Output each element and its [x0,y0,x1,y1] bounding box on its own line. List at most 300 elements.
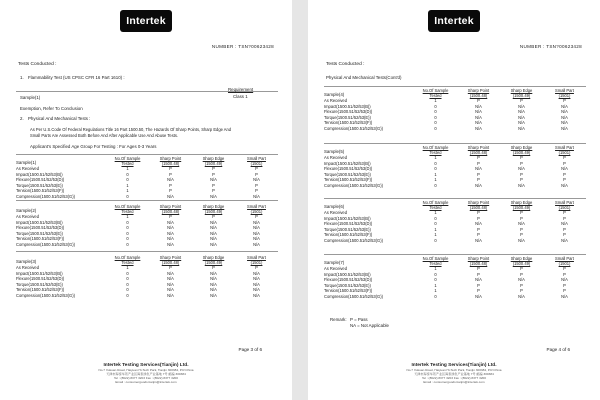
result-cell: P [563,226,566,232]
footer-address: No.7 Xukuan Road, Haiyuan Hi-Tech Park, Tianjin 300384, P.R.China [406,368,502,372]
column-header: Sharp Point (1500.48) [159,156,182,166]
result-cell: N/A [253,225,260,231]
report-number: NUMBER : TSN?00623428 [211,44,274,49]
result-cell: 0 [126,193,129,199]
result-cell: 0 [434,114,437,120]
sample-1-table [16,155,278,200]
physical-tests-description-line1: As Per U.S.Code Of Federal Regulations Title 16 Part 1500.50, The Hazards Of Sharp Points, Sharp Edge And [30,127,232,132]
result-cell: N/A [561,120,568,126]
table-row [324,238,586,244]
result-cell: N/A [475,109,482,115]
result-cell: N/A [167,177,174,183]
test-label: Compression(1500.51/52/53(G)) [324,125,383,131]
test-label: Torque(1500.51/52/53(E)) [16,182,63,188]
result-cell: N/A [518,293,525,299]
result-cell: P [520,288,523,294]
test-label: Flexure(1500.51/52/53(D)) [324,109,373,115]
result-cell: 0 [434,160,437,166]
table-row [324,126,586,132]
result-cell: P [477,98,480,103]
tests-conducted-heading: Tests Conducted : [18,62,57,67]
result-cell: 1 [434,98,437,103]
column-header: Sharp Edge (1500.49) [510,200,533,210]
result-cell: N/A [210,219,217,225]
result-cell: 0 [126,270,129,276]
result-cell: 0 [434,166,437,172]
result-cell: P [255,182,258,188]
result-cell: 0 [126,281,129,287]
result-cell: N/A [475,277,482,283]
test-label: Impact(1500.51/52/53(B)) [324,160,371,166]
report-page-4 [308,0,600,400]
sample-name: Sample(3) [16,259,37,265]
result-cell: P [563,266,566,271]
result-cell: 0 [126,230,129,236]
result-cell: P [477,155,480,160]
result-cell: P [563,271,566,277]
result-cell: 0 [126,276,129,282]
footer-email: Email : consumergoods.tianjin@intertek.com [115,380,177,384]
test-label: Flexure(1500.51/52/53(D)) [324,277,373,283]
result-cell: P [169,214,172,219]
column-header: Small Part (1501) [247,204,266,214]
divider [16,200,278,201]
result-cell: 0 [434,109,437,115]
test-label: Tension(1500.51/52/53(F)) [16,236,65,242]
footer-address-cn: 天津市海泰华苑产业区海泰绿色产业基地 7号 邮编 300384 [106,372,186,376]
column-header: Small Part (1501) [555,145,574,155]
test-label: Impact(1500.51/52/53(B)) [16,270,63,276]
sample-name: Sample(5) [324,149,345,155]
result-cell: N/A [475,114,482,120]
result-cell: P [477,271,480,277]
result-cell: N/A [561,114,568,120]
result-cell: P [212,265,215,270]
result-cell: P [520,271,523,277]
result-cell: 0 [434,271,437,277]
result-cell: N/A [561,166,568,172]
result-cell: 0 [434,125,437,131]
result-cell: N/A [253,292,260,298]
intertek-logo: Intertek [428,10,480,32]
test-label: Compression(1500.51/52/53(G)) [324,293,383,299]
result-cell: N/A [253,270,260,276]
column-header: Small Part (1501) [555,200,574,210]
result-cell: 1 [126,214,129,219]
report-page-3 [0,0,292,400]
result-cell: N/A [210,225,217,231]
test-label: Tension(1500.51/52/53(F)) [324,232,373,238]
result-cell: 1 [434,155,437,160]
item-number: 2. [20,116,24,121]
table-header-row [16,254,278,265]
result-cell: 1 [434,288,437,294]
remark-not-applicable: NA = Not Applicable [350,323,389,328]
column-header: Sharp Point (1500.48) [467,256,490,266]
result-cell: 1 [434,266,437,271]
report-number: NUMBER : TSN?00623428 [519,44,582,49]
result-cell: N/A [253,230,260,236]
result-cell: N/A [167,292,174,298]
result-cell: P [563,177,566,183]
column-header: Small Part (1501) [247,156,266,166]
table-row [16,194,278,200]
result-cell: 0 [434,182,437,188]
result-cell: P [169,171,172,177]
sample-6-table [324,199,586,244]
test-label: Impact(1500.51/52/53(B)) [16,219,63,225]
remark-pass: P = Pass [350,317,368,322]
result-cell: P [563,171,566,177]
result-cell: P [212,182,215,188]
result-cell: 0 [434,103,437,109]
result-cell: P [169,166,172,171]
result-cell: N/A [518,103,525,109]
table-header-row [324,87,586,98]
test-label: Torque(1500.51/52/53(E)) [324,226,371,232]
result-cell: N/A [253,219,260,225]
result-cell: 0 [434,293,437,299]
result-cell: N/A [475,125,482,131]
table-header-row [324,144,586,155]
result-cell: N/A [475,237,482,243]
test-label: As Received [16,265,39,270]
tests-conducted-heading: Tests Conducted : [326,62,365,67]
sample-name: Sample(6) [324,204,345,210]
result-cell: 1 [126,166,129,171]
result-cell: N/A [518,166,525,172]
result-cell: 1 [434,171,437,177]
table-row [16,242,278,248]
test-label: As Received [16,166,39,171]
result-cell: 0 [126,292,129,298]
result-cell: N/A [475,166,482,172]
sample-name: Sample(2) [16,208,37,214]
column-header: No.Of Sample Tested [422,88,449,98]
result-cell: N/A [167,270,174,276]
item-number: 1. [20,75,24,80]
result-cell: 0 [126,177,129,183]
column-header: No.Of Sample Tested [422,256,449,266]
result-cell: P [563,282,566,288]
test-label: Flexure(1500.51/52/53(D)) [324,221,373,227]
column-header: Sharp Edge (1500.49) [510,88,533,98]
result-cell: N/A [518,277,525,283]
result-cell: N/A [167,236,174,242]
result-cell: N/A [167,219,174,225]
result-cell: N/A [167,193,174,199]
flammability-result: Exemption, Refer To Conclusion [20,106,83,111]
result-cell: P [477,177,480,183]
result-cell: N/A [561,237,568,243]
test-label: Tension(1500.51/52/53(F)) [324,177,373,183]
test-label: As Received [324,210,347,215]
result-cell: N/A [253,287,260,293]
result-cell: N/A [561,182,568,188]
result-cell: P [520,98,523,103]
result-cell: 0 [126,225,129,231]
result-cell: 0 [434,221,437,227]
column-header: No.Of Sample Tested [422,200,449,210]
result-cell: P [520,210,523,215]
column-header: Sharp Edge (1500.49) [510,256,533,266]
column-header: Sharp Point (1500.48) [467,200,490,210]
column-header: Sharp Edge (1500.49) [510,145,533,155]
result-cell: N/A [561,103,568,109]
section-title: Physical And Mechanical Tests(Cont'd) [326,75,402,80]
result-cell: 1 [434,226,437,232]
result-cell: P [520,177,523,183]
result-cell: P [255,214,258,219]
test-label: As Received [324,155,347,160]
flammability-title: Flammability Test (US CPSC CFR 16 Part 1610) : [28,75,125,80]
test-label: As Received [324,98,347,103]
result-cell: N/A [167,241,174,247]
result-cell: N/A [518,221,525,227]
remark-label: Remark: [330,317,347,322]
test-label: Torque(1500.51/52/53(E)) [16,230,63,236]
footer-address-cn: 天津市海泰华苑产业区海泰绿色产业基地 7号 邮编 300384 [414,372,494,376]
result-cell: P [563,232,566,238]
result-cell: N/A [253,177,260,183]
result-cell: N/A [210,287,217,293]
result-cell: 0 [434,120,437,126]
sample-name: Sample(7) [324,260,345,266]
page-number: Page 4 of 6 [546,347,570,352]
test-label: Flexure(1500.51/52/53(D)) [16,276,65,282]
result-cell: P [169,265,172,270]
result-cell: P [563,98,566,103]
sample-5-table [324,144,586,189]
result-cell: N/A [475,103,482,109]
table-header-row [16,203,278,214]
result-cell: P [169,182,172,188]
result-cell: P [477,226,480,232]
result-cell: N/A [561,109,568,115]
column-header: Small Part (1501) [247,255,266,265]
footer [308,363,600,384]
footer-company: Intertek Testing Services(Tianjin) Ltd. [103,363,189,368]
footer-address: No.7 Xukuan Road, Haiyuan Hi-Tech Park, Tianjin 300384, P.R.China [98,368,194,372]
result-cell: N/A [253,281,260,287]
test-label: Flexure(1500.51/52/53(D)) [324,166,373,172]
test-label: Torque(1500.51/52/53(E)) [324,171,371,177]
result-cell: P [520,226,523,232]
result-cell: P [477,232,480,238]
result-cell: N/A [561,221,568,227]
result-cell: P [520,215,523,221]
result-cell: P [477,282,480,288]
result-cell: N/A [561,125,568,131]
column-header: No.Of Sample Tested [114,156,141,166]
result-cell: P [520,282,523,288]
table-header-row [324,199,586,210]
table-row [324,294,586,300]
flammability-sample-label: Sample(1) [20,95,41,100]
result-cell: N/A [518,125,525,131]
result-cell: N/A [475,293,482,299]
test-label: Compression(1500.51/52/53(G)) [324,182,383,188]
intertek-logo: Intertek [120,10,172,32]
result-cell: 1 [434,232,437,238]
table-header-row [324,255,586,266]
result-cell: P [255,171,258,177]
requirement-header: Requirement [228,87,254,92]
result-cell: P [477,266,480,271]
result-cell: P [212,166,215,171]
age-group-note: Applicant's Specified Age Group For Testing : For Ages 0-3 Years [30,144,157,149]
result-cell: N/A [561,293,568,299]
sample-name: Sample(4) [324,92,345,98]
result-cell: 0 [126,219,129,225]
result-cell: N/A [518,237,525,243]
test-label: Flexure(1500.51/52/53(D)) [16,177,65,183]
test-label: Compression(1500.51/52/53(G)) [16,241,75,247]
result-cell: 1 [126,188,129,194]
result-cell: P [477,171,480,177]
physical-tests-title: Physical And Mechanical Tests : [28,116,91,121]
result-cell: P [477,215,480,221]
result-cell: P [255,265,258,270]
result-cell: N/A [518,114,525,120]
column-header: No.Of Sample Tested [422,145,449,155]
result-cell: P [255,188,258,194]
table-row [16,293,278,299]
result-cell: N/A [210,281,217,287]
result-cell: P [477,288,480,294]
result-cell: N/A [518,182,525,188]
sample-7-table [324,255,586,300]
result-cell: N/A [253,236,260,242]
test-label: Impact(1500.51/52/53(B)) [324,103,371,109]
result-cell: P [520,266,523,271]
result-cell: N/A [253,193,260,199]
result-cell: N/A [518,120,525,126]
result-cell: N/A [475,182,482,188]
result-cell: 1 [126,265,129,270]
test-label: Tension(1500.51/52/53(F)) [16,287,65,293]
column-header: Small Part (1501) [555,88,574,98]
result-cell: 0 [434,277,437,283]
footer-company: Intertek Testing Services(Tianjin) Ltd. [411,363,497,368]
result-cell: N/A [167,287,174,293]
test-label: Impact(1500.51/52/53(B)) [16,171,63,177]
result-cell: N/A [253,241,260,247]
test-label: Impact(1500.51/52/53(B)) [324,271,371,277]
result-cell: N/A [210,177,217,183]
result-cell: 0 [126,236,129,242]
requirement-value: Class 1 [233,94,248,99]
test-label: Tension(1500.51/52/53(F)) [16,188,65,194]
result-cell: N/A [167,230,174,236]
result-cell: P [520,171,523,177]
test-label: Tension(1500.51/52/53(F)) [324,120,373,126]
result-cell: 1 [126,182,129,188]
test-label: Compression(1500.51/52/53(G)) [16,193,75,199]
result-cell: N/A [210,270,217,276]
test-label: Torque(1500.51/52/53(E)) [16,281,63,287]
result-cell: N/A [210,236,217,242]
divider [16,251,278,252]
result-cell: N/A [253,276,260,282]
table-row [324,183,586,189]
result-cell: P [563,160,566,166]
result-cell: N/A [210,193,217,199]
column-header: No.Of Sample Tested [114,204,141,214]
test-label: Flexure(1500.51/52/53(D)) [16,225,65,231]
test-label: As Received [16,214,39,219]
sample-2-table [16,203,278,248]
result-cell: P [563,288,566,294]
page-number: Page 3 of 6 [238,347,262,352]
column-header: Sharp Point (1500.48) [159,204,182,214]
result-cell: N/A [475,221,482,227]
result-cell: 0 [126,171,129,177]
test-label: Impact(1500.51/52/53(B)) [324,215,371,221]
footer-email: Email : consumergoods.tianjin@intertek.com [423,380,485,384]
column-header: No.Of Sample Tested [114,255,141,265]
column-header: Sharp Point (1500.48) [159,255,182,265]
result-cell: P [477,210,480,215]
sample-name: Sample(1) [16,160,37,166]
result-cell: P [477,160,480,166]
result-cell: P [563,155,566,160]
column-header: Sharp Point (1500.48) [467,145,490,155]
result-cell: N/A [210,292,217,298]
table-header-row [16,155,278,166]
test-label: Compression(1500.51/52/53(G)) [324,237,383,243]
test-label: Tension(1500.51/52/53(F)) [324,288,373,294]
sample-4-table [324,87,586,132]
column-header: Sharp Edge (1500.49) [202,255,225,265]
result-cell: N/A [167,281,174,287]
result-cell: P [520,160,523,166]
result-cell: N/A [167,276,174,282]
footer-phone: Tel : (8622) 8377 3203 Fax : (8622) 8377 3200 [114,376,178,380]
result-cell: N/A [475,120,482,126]
result-cell: P [212,214,215,219]
test-label: Compression(1500.51/52/53(G)) [16,292,75,298]
result-cell: 1 [434,177,437,183]
result-cell: N/A [167,225,174,231]
column-header: Sharp Edge (1500.49) [202,156,225,166]
sample-3-table [16,254,278,299]
column-header: Small Part (1501) [555,256,574,266]
column-header: Sharp Point (1500.48) [467,88,490,98]
physical-tests-description-line2: Small Parts Are Assessed Both Before And After Applicable Use And Abuse Tests. [30,133,179,138]
result-cell: P [520,155,523,160]
result-cell: 1 [434,210,437,215]
result-cell: P [255,166,258,171]
result-cell: N/A [518,109,525,115]
result-cell: N/A [210,230,217,236]
footer-phone: Tel : (8622) 8377 3203 Fax : (8622) 8377 3200 [422,376,486,380]
result-cell: P [563,210,566,215]
result-cell: P [212,188,215,194]
footer [0,363,292,384]
result-cell: 1 [434,282,437,288]
result-cell: P [169,188,172,194]
result-cell: N/A [210,241,217,247]
result-cell: 0 [126,287,129,293]
column-header: Sharp Edge (1500.49) [202,204,225,214]
result-cell: 0 [126,241,129,247]
result-cell: N/A [561,277,568,283]
test-label: As Received [324,266,347,271]
result-cell: 0 [434,237,437,243]
result-cell: N/A [210,276,217,282]
test-label: Torque(1500.51/52/53(E)) [324,282,371,288]
